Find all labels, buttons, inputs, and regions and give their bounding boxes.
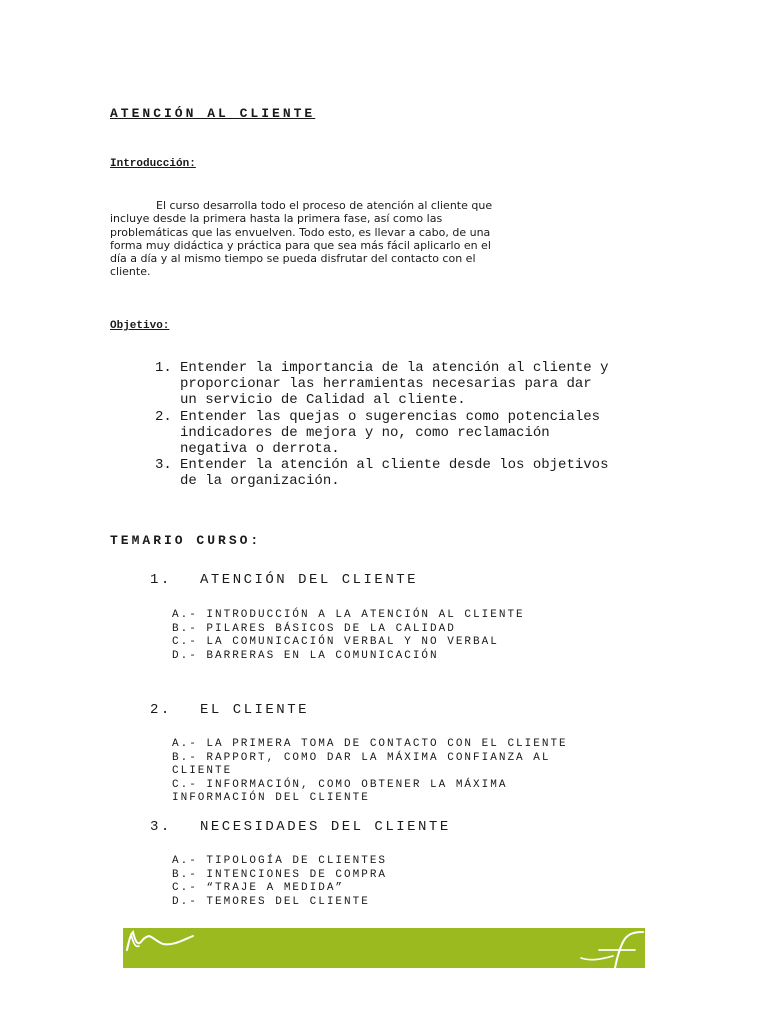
module-items [172, 609, 642, 663]
module-item: A.- LA PRIMERA TOMA DE CONTACTO CON EL CLIENTE [172, 738, 568, 750]
temario-heading: TEMARIO CURSO: [110, 533, 262, 548]
module-item: D.- BARRERAS EN LA COMUNICACIÓN [172, 649, 439, 662]
intro-line: problemáticas que las envuelven. Todo esto, es llevar a cabo, de una [110, 225, 491, 239]
module-heading: 3. NECESIDADES DEL CLIENTE [150, 819, 451, 835]
module-item: C.- “TRAJE A MEDIDA” [172, 882, 345, 894]
banner-logo-strokes-icon [123, 928, 645, 968]
module-item: CLIENTE [172, 765, 233, 777]
module-heading: 2. EL CLIENTE [150, 702, 310, 718]
module-item: B.- INTENCIONES DE COMPRA [172, 868, 388, 881]
objetivos-list [155, 360, 675, 490]
intro-line: cliente. [110, 265, 151, 279]
module-item: B.- PILARES BÁSICOS DE LA CALIDAD [172, 622, 456, 635]
module-item: INFORMACIÓN DEL CLIENTE [172, 792, 370, 804]
objetivo-item: 3. Entender la atención al cliente desde los objetivos de la organización. [155, 457, 609, 490]
module-item: A.- INTRODUCCIÓN A LA ATENCIÓN AL CLIENTE [172, 609, 525, 621]
module-item: D.- TEMORES DEL CLIENTE [172, 895, 370, 908]
intro-line: día a día y al mismo tiempo se pueda disfrutar del contacto con el [110, 252, 476, 266]
objetivo-heading: Objetivo: [110, 320, 170, 332]
module-item: C.- LA COMUNICACIÓN VERBAL Y NO VERBAL [172, 636, 499, 648]
page-title: ATENCIÓN AL CLIENTE [110, 106, 316, 121]
intro-line: incluye desde la primera hasta la primera fase, así como las [110, 212, 443, 226]
intro-line: forma muy didáctica y práctica para que sea más fácil aplicarlo en el [110, 238, 491, 252]
objetivo-item: 1. Entender la importancia de la atención al cliente y proporcionar las herramientas necesarias para dar un servicio de Calidad al cliente. [155, 360, 609, 409]
module-item: A.- TIPOLOGÍA DE CLIENTES [172, 855, 388, 867]
module-items [172, 738, 642, 806]
module-item: C.- INFORMACIÓN, COMO OBTENER LA MÁXIMA [172, 778, 508, 791]
module-items [172, 855, 642, 909]
intro-line: El curso desarrolla todo el proceso de atención al cliente que [156, 199, 493, 212]
module-heading: 1. ATENCIÓN DEL CLIENTE [150, 572, 419, 588]
footer-banner [123, 928, 645, 968]
intro-paragraph [110, 199, 650, 279]
objetivo-item: 2. Entender las quejas o sugerencias como potenciales indicadores de mejora y no, como reclamación negativa o derrota. [155, 408, 601, 458]
intro-heading: Introducción: [110, 158, 196, 170]
module-item: B.- RAPPORT, COMO DAR LA MÁXIMA CONFIANZA AL [172, 751, 551, 764]
